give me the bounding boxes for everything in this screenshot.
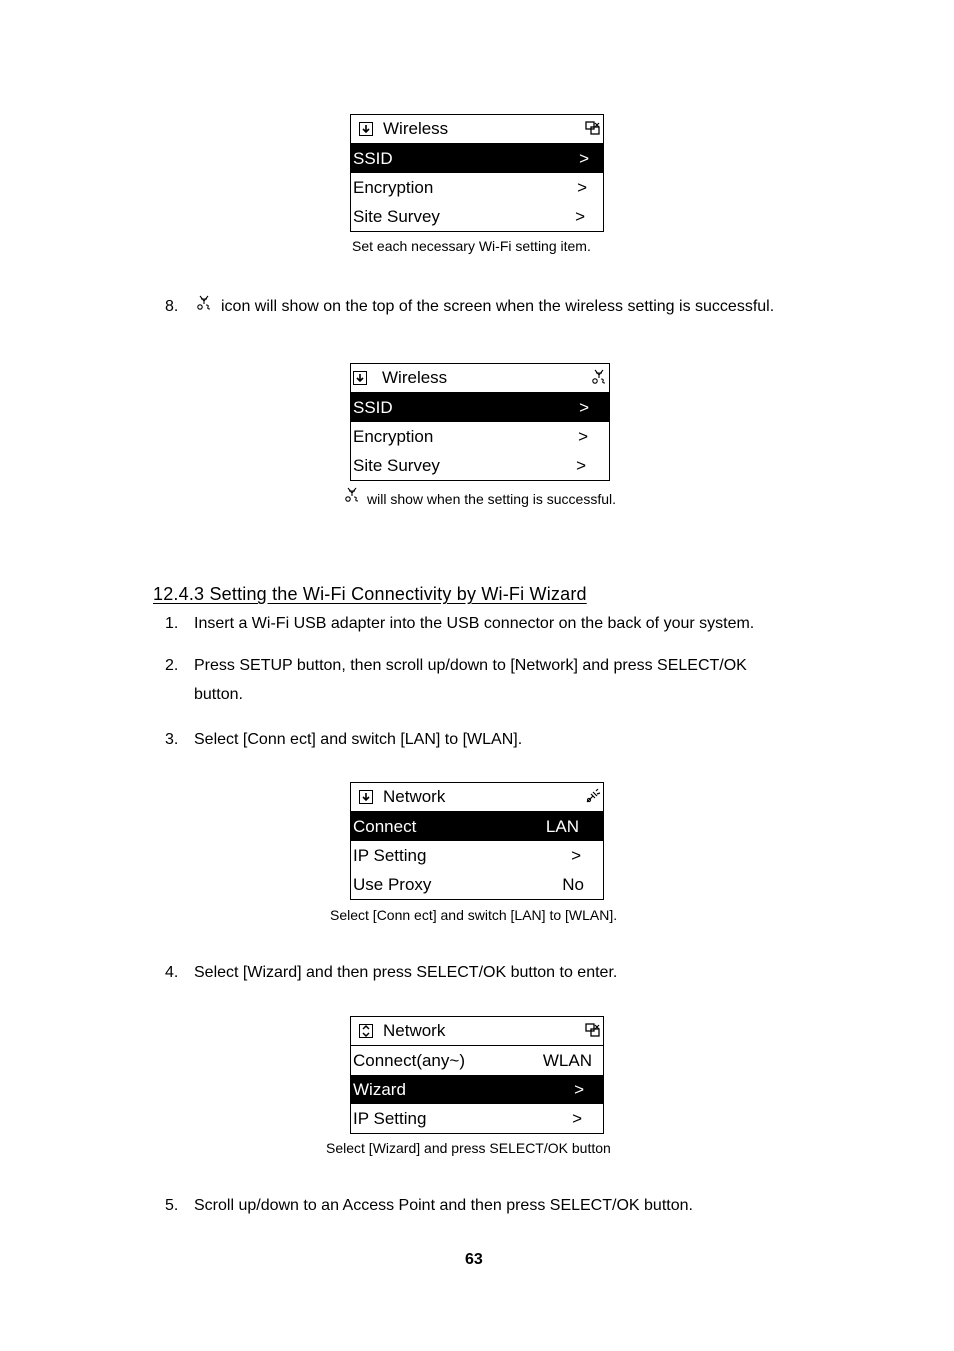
down-arrow-box-icon — [359, 790, 373, 804]
menu-row-ssid[interactable] — [351, 144, 603, 173]
wired-connection-icon — [585, 788, 601, 804]
menu-row-ip-setting[interactable] — [351, 1104, 603, 1133]
menu-row-label: Use Proxy — [353, 874, 432, 894]
step-text: Scroll up/down to an Access Point and then press SELECT/OK button. — [194, 1197, 693, 1214]
lcd-header — [351, 115, 603, 144]
menu-row-value: > — [575, 206, 585, 226]
figure-caption: Select [Conn ect] and switch [LAN] to [WLAN]. — [330, 907, 618, 923]
figure-caption: Select [Wizard] and press SELECT/OK button — [326, 1140, 611, 1156]
lcd-screen-network-1 — [350, 782, 604, 900]
menu-row-value: > — [576, 455, 586, 475]
lcd-screen-wireless-2 — [350, 363, 610, 481]
wireless-success-icon — [344, 487, 360, 508]
menu-row-value: > — [577, 177, 587, 197]
step-text: Select [Conn ect] and switch [LAN] to [WLAN]. — [194, 731, 523, 748]
menu-row-label: SSID — [353, 397, 393, 417]
menu-row-connect[interactable] — [351, 812, 603, 841]
menu-row-label: Site Survey — [353, 206, 440, 226]
step-text: icon will show on the top of the screen when the wireless setting is successful. — [221, 298, 775, 315]
menu-row-value: > — [574, 1079, 584, 1099]
wireless-success-icon — [591, 369, 607, 385]
menu-row-encryption[interactable] — [351, 422, 609, 451]
menu-row-encryption[interactable] — [351, 173, 603, 202]
menu-row-value: LAN — [545, 816, 579, 836]
lcd-screen-wireless-1 — [350, 114, 604, 232]
menu-row-value: > — [572, 1108, 582, 1128]
page-number: 63 — [465, 1251, 483, 1268]
lcd-title: Network — [383, 1021, 446, 1040]
section-heading: 12.4.3 Setting the Wi-Fi Connectivity by Wi-Fi Wizard — [153, 584, 587, 604]
menu-row-site-survey[interactable] — [351, 202, 603, 231]
wireless-success-icon — [196, 295, 212, 316]
menu-row-site-survey[interactable] — [351, 451, 609, 480]
menu-row-label: Connect(any~) — [353, 1050, 465, 1070]
menu-row-label: IP Setting — [353, 1108, 427, 1128]
down-arrow-box-icon — [353, 371, 367, 385]
menu-row-label: Encryption — [353, 177, 434, 197]
menu-row-ip-setting[interactable] — [351, 841, 603, 870]
step-number: 3. — [165, 731, 179, 748]
menu-row-value: > — [578, 426, 588, 446]
step-text-continued: button. — [194, 686, 243, 703]
menu-row-value: WLAN — [542, 1050, 592, 1070]
menu-row-connect[interactable] — [351, 1046, 603, 1075]
menu-row-label: IP Setting — [353, 845, 427, 865]
menu-row-label: Site Survey — [353, 455, 440, 475]
step-text: Insert a Wi-Fi USB adapter into the USB connector on the back of your system. — [194, 615, 755, 632]
network-disconnected-icon — [585, 120, 601, 136]
figure-caption: Set each necessary Wi-Fi setting item. — [352, 238, 591, 254]
menu-row-use-proxy[interactable] — [351, 870, 603, 899]
menu-row-label: Wizard — [353, 1079, 406, 1099]
up-down-arrow-box-icon — [359, 1024, 373, 1038]
menu-row-wizard[interactable] — [351, 1075, 603, 1104]
step-number: 1. — [165, 615, 179, 632]
menu-row-value: > — [571, 845, 581, 865]
lcd-title: Network — [383, 787, 446, 806]
menu-row-value: > — [579, 397, 589, 417]
menu-row-label: Connect — [353, 816, 417, 836]
menu-row-label: Encryption — [353, 426, 434, 446]
lcd-header — [351, 364, 609, 393]
menu-row-ssid[interactable] — [351, 393, 609, 422]
step-text: Select [Wizard] and then press SELECT/OK button to enter. — [194, 964, 618, 981]
step-text: Press SETUP button, then scroll up/down to [Network] and press SELECT/OK — [194, 657, 747, 674]
menu-row-label: SSID — [353, 148, 393, 168]
menu-row-value: No — [562, 874, 584, 894]
step-number: 2. — [165, 657, 179, 674]
network-disconnected-icon — [585, 1022, 601, 1038]
lcd-screen-network-2 — [350, 1016, 604, 1134]
figure-caption: will show when the setting is successful. — [367, 491, 616, 507]
lcd-header — [351, 783, 603, 812]
step-number: 4. — [165, 964, 179, 981]
lcd-title: Wireless — [383, 119, 449, 138]
down-arrow-box-icon — [359, 122, 373, 136]
step-number: 5. — [165, 1197, 179, 1214]
lcd-header — [351, 1017, 603, 1046]
lcd-title: Wireless — [382, 368, 448, 387]
menu-row-value: > — [579, 148, 589, 168]
step-number: 8. — [165, 298, 179, 315]
